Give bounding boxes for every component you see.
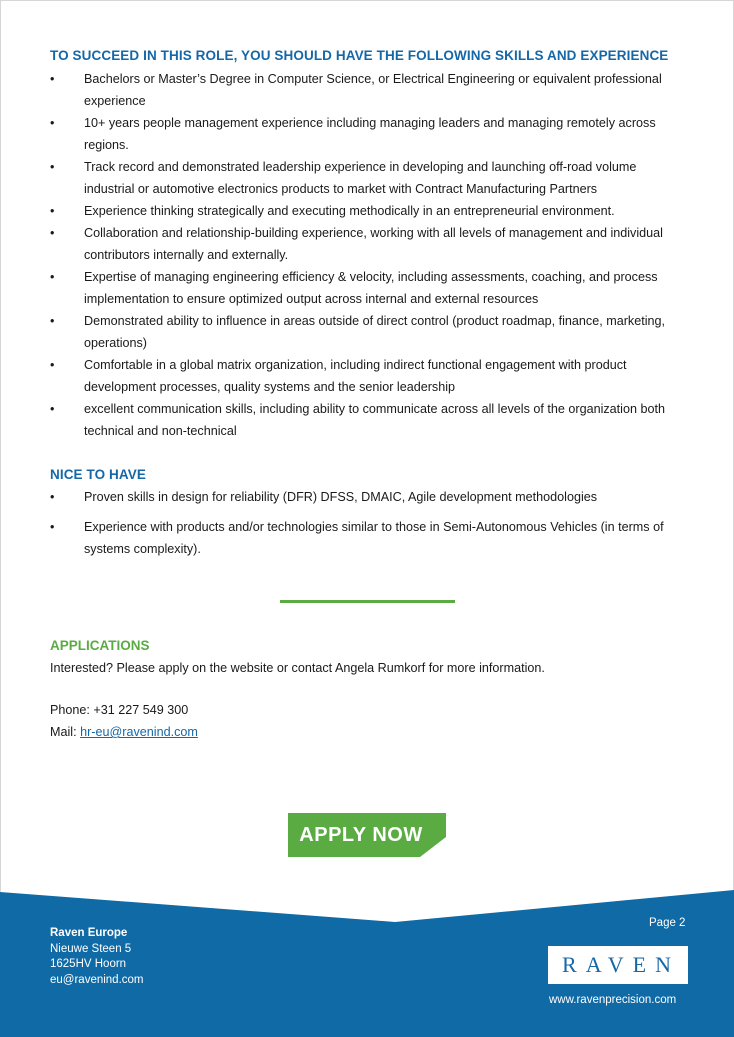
skills-heading: TO SUCCEED IN THIS ROLE, YOU SHOULD HAVE THE FOLLOWING SKILLS AND EXPERIENCE bbox=[50, 48, 669, 63]
bullet-icon: • bbox=[50, 160, 55, 174]
list-item: • 10+ years people management experience including managing leaders and managing remotely across regions. bbox=[50, 112, 690, 156]
bullet-icon: • bbox=[50, 204, 55, 218]
company-name: Raven Europe bbox=[50, 927, 128, 939]
apply-button-label: APPLY NOW bbox=[299, 824, 423, 846]
skills-list bbox=[50, 68, 690, 442]
list-item: • Experience with products and/or technologies similar to those in Semi-Autonomous Vehicles (in terms of systems complexity). bbox=[50, 516, 690, 560]
section-divider bbox=[280, 600, 455, 603]
list-item: • Track record and demonstrated leadership experience in developing and launching off-road volume industrial or automotive electronics products to market with Contract Manufacturing Partners bbox=[50, 156, 690, 200]
bullet-icon: • bbox=[50, 116, 55, 130]
footer-email: eu@ravenind.com bbox=[50, 973, 144, 986]
website-text: www.ravenprecision.com bbox=[549, 994, 677, 1006]
applications-heading: APPLICATIONS bbox=[50, 638, 150, 653]
bullet-icon: • bbox=[50, 402, 55, 416]
city-text: 1625HV Hoorn bbox=[50, 958, 127, 970]
bullet-icon: • bbox=[50, 358, 55, 372]
apply-now-button[interactable] bbox=[288, 813, 446, 857]
list-item: • Expertise of managing engineering efficiency & velocity, including assessments, coaching, and process implementation to ensure optimized output across internal and external resources bbox=[50, 266, 690, 310]
list-item: • Demonstrated ability to influence in areas outside of direct control (product roadmap, finance, marketing, operations) bbox=[50, 310, 690, 354]
logo-text: RAVEN bbox=[562, 952, 680, 977]
list-item: • excellent communication skills, including ability to communicate across all levels of the organization both technical and non-technical bbox=[50, 398, 690, 442]
nice-heading: NICE TO HAVE bbox=[50, 467, 146, 482]
bullet-icon: • bbox=[50, 72, 55, 86]
bullet-icon: • bbox=[50, 270, 55, 284]
bullet-icon: • bbox=[50, 226, 55, 240]
raven-logo bbox=[548, 946, 688, 984]
list-item: • Experience thinking strategically and executing methodically in an entrepreneurial environment. bbox=[50, 200, 690, 222]
list-item: • Collaboration and relationship-building experience, working with all levels of management and individual contributors internally and externally. bbox=[50, 222, 690, 266]
list-item: • Proven skills in design for reliability (DFR) DFSS, DMAIC, Agile development methodologies bbox=[50, 486, 690, 508]
street-text: Nieuwe Steen 5 bbox=[50, 942, 132, 955]
phone-text: Phone: +31 227 549 300 bbox=[50, 703, 189, 717]
applications-intro: Interested? Please apply on the website or contact Angela Rumkorf for more information. bbox=[50, 661, 545, 675]
list-item: • Comfortable in a global matrix organization, including indirect functional engagement with product development processes, quality systems and the senior leadership bbox=[50, 354, 690, 398]
mail-label: Mail: bbox=[50, 725, 81, 739]
page-number: Page 2 bbox=[649, 917, 686, 929]
nice-list bbox=[50, 486, 690, 560]
mail-link[interactable]: hr-eu@ravenind.com bbox=[80, 725, 198, 739]
list-item: • Bachelors or Master’s Degree in Computer Science, or Electrical Engineering or equivalent professional experience bbox=[50, 68, 690, 112]
mail-line bbox=[50, 721, 198, 743]
address-block bbox=[50, 926, 144, 988]
bullet-icon: • bbox=[50, 490, 55, 504]
bullet-icon: • bbox=[50, 314, 55, 328]
bullet-icon: • bbox=[50, 520, 55, 534]
